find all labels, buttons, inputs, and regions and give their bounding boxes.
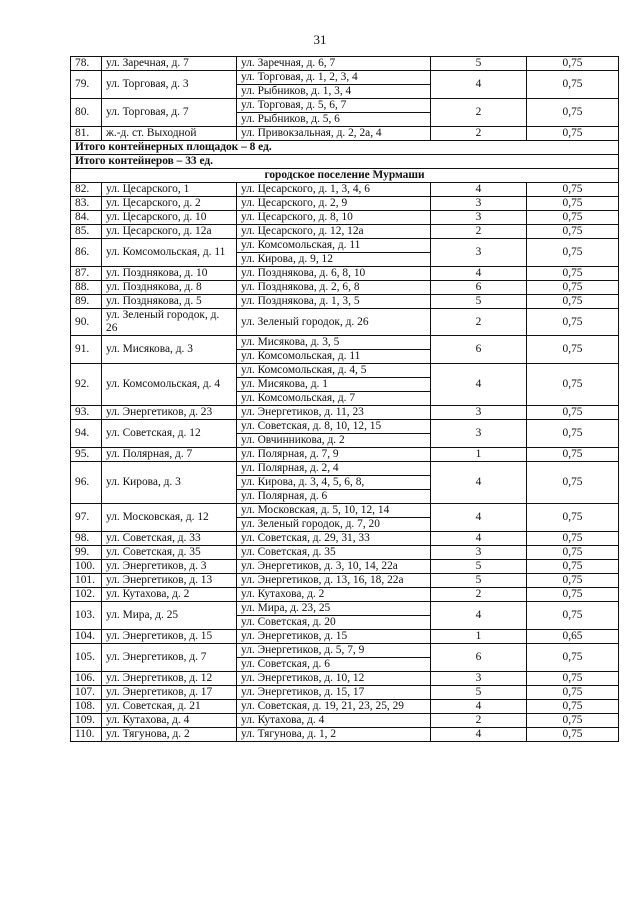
total-platforms: Итого контейнерных площадок – 8 ед. <box>71 141 619 155</box>
container-count: 4 <box>431 504 527 532</box>
container-volume: 0,75 <box>527 462 619 504</box>
served-address: ул. Мисякова, д. 3, 5 <box>237 336 431 350</box>
table-row <box>71 532 619 546</box>
served-address: ул. Энергетиков, д. 10, 12 <box>237 672 431 686</box>
served-address: ул. Кутахова, д. 2 <box>237 588 431 602</box>
total-platforms-row <box>71 141 619 155</box>
container-count: 2 <box>431 588 527 602</box>
site-address: ул. Торговая, д. 3 <box>102 71 237 99</box>
served-address: ул. Цесарского, д. 2, 9 <box>237 197 431 211</box>
container-count: 4 <box>431 364 527 406</box>
container-count: 5 <box>431 686 527 700</box>
container-volume: 0,75 <box>527 588 619 602</box>
container-count: 2 <box>431 127 527 141</box>
container-count: 3 <box>431 420 527 448</box>
table-row <box>71 406 619 420</box>
site-address: ул. Зеленый городок, д. 26 <box>102 309 237 336</box>
row-number: 84. <box>71 211 102 225</box>
total-containers: Итого контейнеров – 33 ед. <box>71 155 619 169</box>
row-number: 82. <box>71 183 102 197</box>
site-address: ул. Комсомольская, д. 4 <box>102 364 237 406</box>
table-row <box>71 630 619 644</box>
container-volume: 0,75 <box>527 127 619 141</box>
page-number: 31 <box>313 32 327 47</box>
container-count: 2 <box>431 225 527 239</box>
row-number: 102. <box>71 588 102 602</box>
table-row <box>71 364 619 378</box>
row-number: 79. <box>71 71 102 99</box>
site-address: ул. Цесарского, д. 2 <box>102 197 237 211</box>
served-address: ул. Позднякова, д. 2, 6, 8 <box>237 281 431 295</box>
container-count: 2 <box>431 714 527 728</box>
table-row <box>71 127 619 141</box>
container-volume: 0,75 <box>527 672 619 686</box>
site-address: ул. Мисякова, д. 3 <box>102 336 237 364</box>
container-volume: 0,75 <box>527 546 619 560</box>
container-count: 4 <box>431 728 527 742</box>
table-row <box>71 686 619 700</box>
container-volume: 0,75 <box>527 239 619 267</box>
container-volume: 0,75 <box>527 225 619 239</box>
served-address: ул. Мира, д. 23, 25 <box>237 602 431 616</box>
table-row <box>71 728 619 742</box>
row-number: 110. <box>71 728 102 742</box>
container-volume: 0,75 <box>527 504 619 532</box>
row-number: 97. <box>71 504 102 532</box>
container-count: 6 <box>431 281 527 295</box>
served-address: ул. Энергетиков, д. 15 <box>237 630 431 644</box>
container-sites-table <box>70 56 619 742</box>
container-volume: 0,75 <box>527 686 619 700</box>
container-volume: 0,75 <box>527 57 619 71</box>
site-address: ул. Советская, д. 12 <box>102 420 237 448</box>
served-address: ул. Комсомольская, д. 4, 5 <box>237 364 431 378</box>
served-address: ул. Позднякова, д. 6, 8, 10 <box>237 267 431 281</box>
container-count: 6 <box>431 336 527 364</box>
served-address: ул. Советская, д. 29, 31, 33 <box>237 532 431 546</box>
table-row <box>71 588 619 602</box>
site-address: ул. Цесарского, 1 <box>102 183 237 197</box>
container-volume: 0,75 <box>527 700 619 714</box>
site-address: ул. Энергетиков, д. 15 <box>102 630 237 644</box>
site-address: ул. Полярная, д. 7 <box>102 448 237 462</box>
served-address: ул. Торговая, д. 5, 6, 7 <box>237 99 431 113</box>
row-number: 109. <box>71 714 102 728</box>
container-count: 4 <box>431 267 527 281</box>
served-address: ул. Полярная, д. 7, 9 <box>237 448 431 462</box>
container-count: 2 <box>431 309 527 336</box>
row-number: 90. <box>71 309 102 336</box>
site-address: ул. Советская, д. 21 <box>102 700 237 714</box>
container-volume: 0,75 <box>527 71 619 99</box>
row-number: 94. <box>71 420 102 448</box>
row-number: 105. <box>71 644 102 672</box>
table-row <box>71 602 619 616</box>
container-volume: 0,65 <box>527 630 619 644</box>
site-address: ул. Энергетиков, д. 12 <box>102 672 237 686</box>
site-address: ул. Энергетиков, д. 13 <box>102 574 237 588</box>
table-row <box>71 309 619 336</box>
table-row <box>71 295 619 309</box>
served-address: ул. Цесарского, д. 12, 12а <box>237 225 431 239</box>
container-volume: 0,75 <box>527 532 619 546</box>
table-row <box>71 644 619 658</box>
container-count: 3 <box>431 406 527 420</box>
container-count: 5 <box>431 560 527 574</box>
served-address: ул. Зеленый городок, д. 7, 20 <box>237 518 431 532</box>
served-address: ул. Рыбников, д. 1, 3, 4 <box>237 85 431 99</box>
container-volume: 0,75 <box>527 644 619 672</box>
container-count: 4 <box>431 71 527 99</box>
table-row <box>71 99 619 113</box>
row-number: 98. <box>71 532 102 546</box>
container-count: 1 <box>431 630 527 644</box>
container-count: 3 <box>431 197 527 211</box>
served-address: ул. Энергетиков, д. 13, 16, 18, 22а <box>237 574 431 588</box>
served-address: ул. Советская, д. 19, 21, 23, 25, 29 <box>237 700 431 714</box>
site-address: ул. Торговая, д. 7 <box>102 99 237 127</box>
row-number: 104. <box>71 630 102 644</box>
container-volume: 0,75 <box>527 574 619 588</box>
row-number: 100. <box>71 560 102 574</box>
served-address: ул. Заречная, д. 6, 7 <box>237 57 431 71</box>
container-volume: 0,75 <box>527 728 619 742</box>
container-count: 3 <box>431 546 527 560</box>
container-count: 4 <box>431 700 527 714</box>
served-address: ул. Энергетиков, д. 11, 23 <box>237 406 431 420</box>
served-address: ул. Цесарского, д. 1, 3, 4, 6 <box>237 183 431 197</box>
site-address: ул. Заречная, д. 7 <box>102 57 237 71</box>
table-row <box>71 504 619 518</box>
row-number: 87. <box>71 267 102 281</box>
container-count: 4 <box>431 462 527 504</box>
container-count: 5 <box>431 57 527 71</box>
row-number: 95. <box>71 448 102 462</box>
site-address: ул. Энергетиков, д. 23 <box>102 406 237 420</box>
row-number: 91. <box>71 336 102 364</box>
container-count: 3 <box>431 672 527 686</box>
table-row <box>71 183 619 197</box>
served-address: ул. Мисякова, д. 1 <box>237 378 431 392</box>
served-address: ул. Тягунова, д. 1, 2 <box>237 728 431 742</box>
served-address: ул. Комсомольская, д. 11 <box>237 239 431 253</box>
row-number: 85. <box>71 225 102 239</box>
row-number: 78. <box>71 57 102 71</box>
row-number: 106. <box>71 672 102 686</box>
served-address: ул. Цесарского, д. 8, 10 <box>237 211 431 225</box>
table-row <box>71 211 619 225</box>
table-row <box>71 672 619 686</box>
served-address: ул. Советская, д. 8, 10, 12, 15 <box>237 420 431 434</box>
row-number: 107. <box>71 686 102 700</box>
container-count: 4 <box>431 602 527 630</box>
table-row <box>71 57 619 71</box>
served-address: ул. Комсомольская, д. 7 <box>237 392 431 406</box>
container-volume: 0,75 <box>527 364 619 406</box>
row-number: 83. <box>71 197 102 211</box>
site-address: ул. Энергетиков, д. 17 <box>102 686 237 700</box>
site-address: ул. Советская, д. 33 <box>102 532 237 546</box>
row-number: 81. <box>71 127 102 141</box>
site-address: ул. Позднякова, д. 5 <box>102 295 237 309</box>
table-row <box>71 462 619 476</box>
container-volume: 0,75 <box>527 99 619 127</box>
served-address: ул. Зеленый городок, д. 26 <box>237 309 431 336</box>
row-number: 99. <box>71 546 102 560</box>
site-address: ул. Цесарского, д. 10 <box>102 211 237 225</box>
table-row <box>71 225 619 239</box>
table-row <box>71 546 619 560</box>
site-address: ул. Энергетиков, д. 7 <box>102 644 237 672</box>
site-address: ул. Позднякова, д. 10 <box>102 267 237 281</box>
served-address: ул. Советская, д. 6 <box>237 658 431 672</box>
served-address: ул. Полярная, д. 2, 4 <box>237 462 431 476</box>
site-address: ул. Кутахова, д. 2 <box>102 588 237 602</box>
container-volume: 0,75 <box>527 336 619 364</box>
row-number: 89. <box>71 295 102 309</box>
site-address: ул. Комсомольская, д. 11 <box>102 239 237 267</box>
table-row <box>71 560 619 574</box>
container-count: 4 <box>431 532 527 546</box>
container-count: 6 <box>431 644 527 672</box>
section-title-row <box>71 169 619 183</box>
served-address: ул. Советская, д. 20 <box>237 616 431 630</box>
container-volume: 0,75 <box>527 309 619 336</box>
container-count: 3 <box>431 211 527 225</box>
site-address: ул. Энергетиков, д. 3 <box>102 560 237 574</box>
served-address: ул. Комсомольская, д. 11 <box>237 350 431 364</box>
container-volume: 0,75 <box>527 714 619 728</box>
row-number: 80. <box>71 99 102 127</box>
container-count: 3 <box>431 239 527 267</box>
container-volume: 0,75 <box>527 420 619 448</box>
served-address: ул. Кирова, д. 3, 4, 5, 6, 8, <box>237 476 431 490</box>
container-volume: 0,75 <box>527 183 619 197</box>
container-count: 5 <box>431 574 527 588</box>
table-row <box>71 420 619 434</box>
row-number: 108. <box>71 700 102 714</box>
table-row <box>71 714 619 728</box>
served-address: ул. Кирова, д. 9, 12 <box>237 253 431 267</box>
table-row <box>71 197 619 211</box>
site-address: ул. Кирова, д. 3 <box>102 462 237 504</box>
served-address: ул. Привокзальная, д. 2, 2а, 4 <box>237 127 431 141</box>
table-row <box>71 71 619 85</box>
row-number: 92. <box>71 364 102 406</box>
container-volume: 0,75 <box>527 295 619 309</box>
container-count: 1 <box>431 448 527 462</box>
row-number: 101. <box>71 574 102 588</box>
row-number: 96. <box>71 462 102 504</box>
served-address: ул. Московская, д. 5, 10, 12, 14 <box>237 504 431 518</box>
container-volume: 0,75 <box>527 560 619 574</box>
served-address: ул. Позднякова, д. 1, 3, 5 <box>237 295 431 309</box>
row-number: 86. <box>71 239 102 267</box>
site-address: ул. Позднякова, д. 8 <box>102 281 237 295</box>
served-address: ул. Торговая, д. 1, 2, 3, 4 <box>237 71 431 85</box>
container-count: 5 <box>431 295 527 309</box>
row-number: 93. <box>71 406 102 420</box>
container-count: 4 <box>431 183 527 197</box>
row-number: 88. <box>71 281 102 295</box>
served-address: ул. Энергетиков, д. 15, 17 <box>237 686 431 700</box>
container-volume: 0,75 <box>527 281 619 295</box>
container-volume: 0,75 <box>527 448 619 462</box>
table-row <box>71 336 619 350</box>
container-volume: 0,75 <box>527 406 619 420</box>
served-address: ул. Рыбников, д. 5, 6 <box>237 113 431 127</box>
served-address: ул. Энергетиков, д. 5, 7, 9 <box>237 644 431 658</box>
served-address: ул. Кутахова, д. 4 <box>237 714 431 728</box>
table-body <box>71 57 619 742</box>
table-row <box>71 239 619 253</box>
container-volume: 0,75 <box>527 602 619 630</box>
site-address: ул. Цесарского, д. 12а <box>102 225 237 239</box>
served-address: ул. Овчинникова, д. 2 <box>237 434 431 448</box>
site-address: ул. Мира, д. 25 <box>102 602 237 630</box>
table-row <box>71 448 619 462</box>
table-row <box>71 281 619 295</box>
table-row <box>71 574 619 588</box>
site-address: ул. Московская, д. 12 <box>102 504 237 532</box>
served-address: ул. Полярная, д. 6 <box>237 490 431 504</box>
total-containers-row <box>71 155 619 169</box>
container-count: 2 <box>431 99 527 127</box>
section-title: городское поселение Мурмаши <box>71 169 619 183</box>
site-address: ул. Кутахова, д. 4 <box>102 714 237 728</box>
served-address: ул. Советская, д. 35 <box>237 546 431 560</box>
container-volume: 0,75 <box>527 197 619 211</box>
container-volume: 0,75 <box>527 211 619 225</box>
site-address: ул. Тягунова, д. 2 <box>102 728 237 742</box>
served-address: ул. Энергетиков, д. 3, 10, 14, 22а <box>237 560 431 574</box>
site-address: ул. Советская, д. 35 <box>102 546 237 560</box>
table-row <box>71 700 619 714</box>
table-row <box>71 267 619 281</box>
site-address: ж.-д. ст. Выходной <box>102 127 237 141</box>
container-volume: 0,75 <box>527 267 619 281</box>
row-number: 103. <box>71 602 102 630</box>
